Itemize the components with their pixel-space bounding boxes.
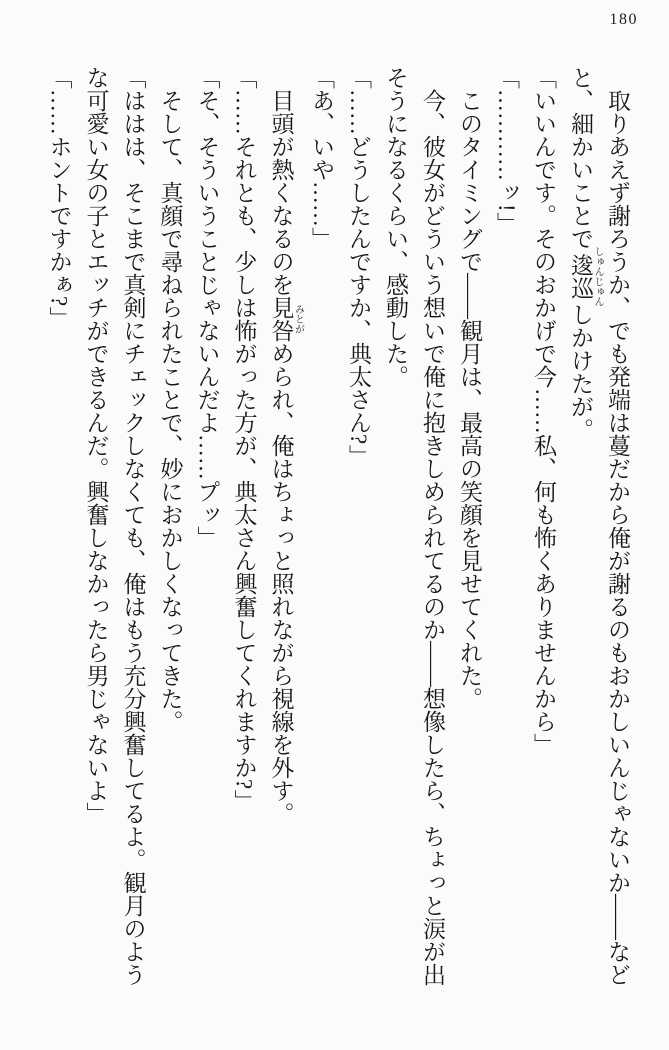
paragraph: 「……ホントですかぁ?」 (46, 66, 72, 330)
paragraph: そして、真顔で尋ねられたことで、妙におかしくなってきた。 (157, 89, 183, 733)
paragraph: 目頭が熱くなるのを見咎 みとがめられ、俺はちょっと照れながら視線を外す。 (268, 89, 304, 825)
page-number: 180 (609, 11, 638, 28)
paragraph: 「……それとも、少しは怖がった方が、典太さん興奮してくれますか?」 (231, 66, 257, 813)
paragraph: 「いいんです。そのおかげで今……私、何も怖くありませんから」 (531, 66, 556, 756)
ruby-annotated-word: 逡巡 しゅんじゅん (568, 246, 603, 307)
paragraph: 取りあえず謝ろうか、でも発端は蔓だから俺が謝るのもおかしいんじゃないか――などと、細かいことで逡巡 しゅんじゅんしかけたが。 (568, 66, 630, 986)
paragraph: 「そ、そういうことじゃないんだよ……プッ」 (194, 66, 220, 549)
paragraph: 今、彼女がどういう想いで俺に抱きしめられてるのか――想像したら、ちょっと涙が出そうになるくらい、感動した。 (383, 66, 445, 986)
ruby-annotated-word: 見咎 みとが (268, 296, 304, 342)
paragraph: 「ははは、そこまで真剣にチェックしなくても、俺はもう充分興奮してるよ。観月のような可愛い女の子とエッチができるんだ。興奮しなかったら男じゃないよ」 (83, 66, 146, 986)
paragraph: 「…………ッ!」 (494, 66, 519, 235)
paragraph: このタイミングで――観月は、最高の笑顔を見せてくれた。 (457, 89, 482, 710)
novel-text (40, 66, 636, 992)
paragraph: 「あ、いや……」 (309, 66, 334, 250)
paragraph: 「……どうしたんですか、典太さん?」 (346, 66, 371, 468)
